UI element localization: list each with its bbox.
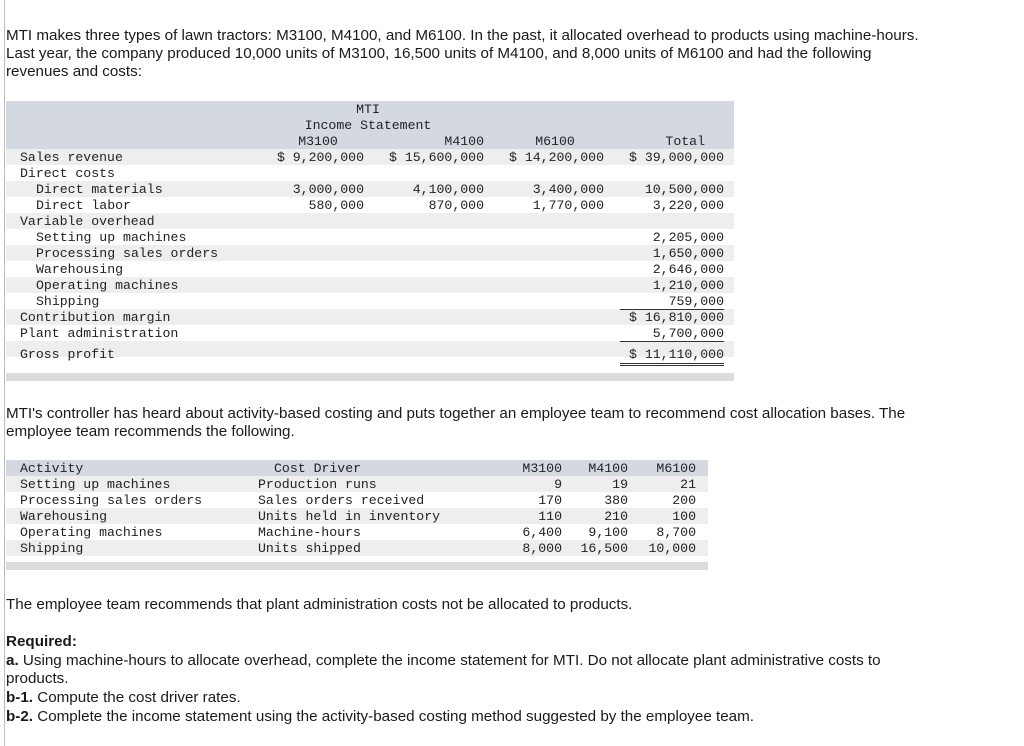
- statement-row-label: Setting up machines: [36, 230, 187, 245]
- m3100-quantity: 6,400: [522, 525, 562, 540]
- statement-company: MTI: [356, 102, 380, 117]
- statement-cell: 580,000: [308, 198, 364, 213]
- statement-cell: 2,205,000: [652, 230, 724, 245]
- col-header-activity: Activity: [20, 461, 84, 476]
- m4100-quantity: 380: [604, 493, 628, 508]
- m4100-quantity: 19: [612, 477, 628, 492]
- total-rule: [620, 363, 724, 364]
- activity-name: Setting up machines: [20, 477, 171, 492]
- statement-cell: 1,210,000: [652, 278, 724, 293]
- statement-row-label: Contribution margin: [20, 310, 171, 325]
- cost-driver: Units shipped: [258, 541, 361, 556]
- statement-cell: $ 15,600,000: [389, 150, 484, 165]
- statement-title: Income Statement: [304, 118, 432, 133]
- team-recommendation: The employee team recommends that plant administration costs not be allocated to products.: [6, 596, 633, 613]
- total-double-rule: [620, 365, 724, 366]
- income-statement-panel: [6, 101, 734, 381]
- activity-name: Shipping: [20, 541, 84, 556]
- statement-cell: $ 39,000,000: [629, 150, 724, 165]
- intro-line-2: Last year, the company produced 10,000 units of M3100, 16,500 units of M4100, and 8,000 units of M6100 and had the following: [6, 45, 872, 62]
- statement-row-label: Sales revenue: [20, 150, 123, 165]
- m3100-quantity: 110: [538, 509, 562, 524]
- controller-line-1: MTI's controller has heard about activity-based costing and puts together an employee team to recommend cost allocation bases. The: [6, 405, 906, 422]
- intro-line-3: revenues and costs:: [6, 63, 142, 80]
- statement-cell: 3,000,000: [292, 182, 364, 197]
- requirement-a-continued: products.: [6, 670, 69, 687]
- m6100-quantity: 8,700: [656, 525, 696, 540]
- m4100-quantity: 9,100: [588, 525, 628, 540]
- statement-cell: 870,000: [428, 198, 484, 213]
- subtotal-rule: [620, 309, 724, 310]
- statement-cell: 3,400,000: [532, 182, 604, 197]
- activity-bottom-band: [6, 562, 708, 570]
- col-header-m3100: M3100: [298, 134, 338, 149]
- m6100-quantity: 21: [680, 477, 696, 492]
- m3100-quantity: 9: [554, 477, 562, 492]
- requirement-b2-label: b-2.: [6, 708, 34, 725]
- required-title: Required:: [6, 633, 77, 650]
- m4100-quantity: 16,500: [580, 541, 628, 556]
- requirement-b1: [6, 689, 1006, 707]
- col-header-cost-driver: Cost Driver: [274, 461, 362, 476]
- activity-name: Operating machines: [20, 525, 163, 540]
- requirement-b2: [6, 708, 1006, 726]
- activity-name: Warehousing: [20, 509, 108, 524]
- col-header-m6100: M6100: [656, 461, 696, 476]
- m6100-quantity: 10,000: [648, 541, 696, 556]
- statement-row-label: Processing sales orders: [36, 246, 219, 261]
- m6100-quantity: 100: [672, 509, 696, 524]
- statement-cell: 2,646,000: [652, 262, 724, 277]
- statement-row-label: Direct materials: [36, 182, 163, 197]
- requirement-b2-text: Complete the income statement using the activity-based costing method suggested by the employee team.: [33, 708, 754, 725]
- statement-row-label: Direct costs: [20, 166, 115, 181]
- statement-row-label: Shipping: [36, 294, 100, 309]
- statement-cell: $ 14,200,000: [509, 150, 604, 165]
- controller-line-2: employee team recommends the following.: [6, 423, 295, 440]
- income-statement-bottom-band: [6, 373, 734, 381]
- requirement-b1-label: b-1.: [6, 689, 34, 706]
- statement-row-label: Operating machines: [36, 278, 179, 293]
- activity-name: Processing sales orders: [20, 493, 203, 508]
- cost-driver: Production runs: [258, 477, 377, 492]
- statement-row-label: Direct labor: [36, 198, 131, 213]
- col-header-m4100: M4100: [588, 461, 628, 476]
- m3100-quantity: 8,000: [522, 541, 562, 556]
- statement-row-label: Variable overhead: [20, 214, 155, 229]
- col-header-m4100: M4100: [444, 134, 484, 149]
- col-header-m6100: M6100: [535, 134, 575, 149]
- statement-cell: 1,770,000: [532, 198, 604, 213]
- cost-driver: Sales orders received: [258, 493, 425, 508]
- statement-cell: 5,700,000: [652, 326, 724, 341]
- left-border: [4, 0, 5, 746]
- statement-cell: $ 9,200,000: [276, 150, 364, 165]
- statement-row-label: Gross profit: [20, 347, 115, 362]
- m4100-quantity: 210: [604, 509, 628, 524]
- statement-row-label: Plant administration: [20, 326, 179, 341]
- m6100-quantity: 200: [672, 493, 696, 508]
- statement-cell: 759,000: [668, 294, 724, 309]
- statement-row-label: Warehousing: [36, 262, 124, 277]
- cost-driver: Machine-hours: [258, 525, 361, 540]
- requirement-a-label: a.: [6, 652, 19, 669]
- requirement-a: [6, 652, 1006, 670]
- requirement-b1-text: Compute the cost driver rates.: [33, 689, 241, 706]
- col-header-m3100: M3100: [522, 461, 562, 476]
- statement-cell: $ 11,110,000: [629, 347, 724, 362]
- statement-cell: 10,500,000: [644, 182, 724, 197]
- statement-cell: 1,650,000: [652, 246, 724, 261]
- col-header-total: Total: [665, 134, 705, 149]
- statement-cell: $ 16,810,000: [629, 310, 724, 325]
- statement-cell: 3,220,000: [652, 198, 724, 213]
- requirement-a-text: Using machine-hours to allocate overhead, complete the income statement for MTI. Do not allocate plant administrative costs to: [18, 652, 881, 669]
- m3100-quantity: 170: [538, 493, 562, 508]
- subtotal-rule: [620, 341, 724, 342]
- activity-table-panel: [6, 460, 708, 570]
- cost-driver: Units held in inventory: [258, 509, 441, 524]
- intro-line-1: MTI makes three types of lawn tractors: M3100, M4100, and M6100. In the past, it allocated overhead to products using machine-hours.: [6, 27, 919, 44]
- statement-cell: 4,100,000: [412, 182, 484, 197]
